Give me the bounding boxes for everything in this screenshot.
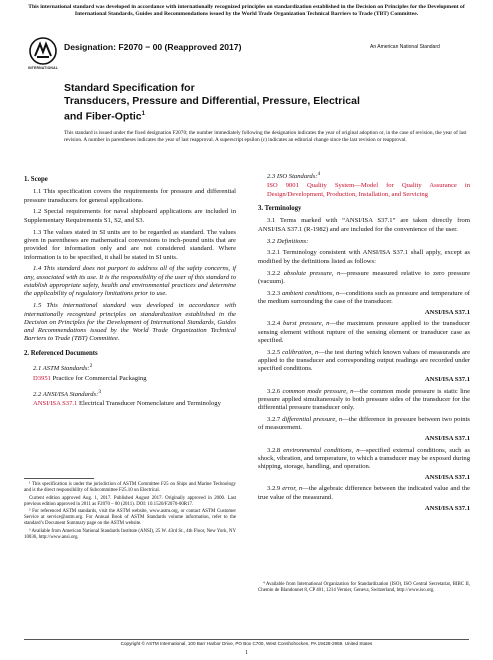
def-term: environmental conditions, n xyxy=(283,446,360,454)
iso-standards-label xyxy=(258,170,470,181)
definition-burst-pressure xyxy=(258,320,470,345)
american-national-standard: An American National Standard xyxy=(370,44,440,50)
right-column xyxy=(258,170,470,516)
ref-d3951 xyxy=(24,375,236,383)
def-term: absolute pressure, n xyxy=(283,269,341,277)
iso-label-text: 2.3 ISO Standards: xyxy=(267,173,318,181)
footer-divider xyxy=(24,639,469,640)
def-term: error, n xyxy=(282,485,303,493)
definition-absolute-pressure xyxy=(258,270,470,287)
def-term: calibration, n xyxy=(282,348,319,356)
paragraph-1-1: 1.1 This specification covers the requirements for pressure and differential pressure transducers for general applications. xyxy=(24,188,236,204)
ansi-label-text: 2.2 ANSI/ISA Standards: xyxy=(33,390,99,398)
title-prefix: Standard Specification for xyxy=(64,82,195,94)
ref-ansi-s37-1 xyxy=(24,400,236,408)
page-title xyxy=(64,95,364,124)
def-number: 3.2.7 xyxy=(267,416,281,424)
ref-d3951-link[interactable]: D3951 xyxy=(33,374,51,382)
astm-standards-label xyxy=(33,362,236,373)
title-text: Transducers, Pressure and Differential, Pressure, Electrical and Fiber-Optic xyxy=(64,95,360,123)
def-number: 3.2.4 xyxy=(267,320,281,328)
logo-text: INTERNATIONAL xyxy=(27,66,59,70)
ref-d3951-title: Practice for Commercial Packaging xyxy=(52,374,147,382)
def-number: 3.2.9 xyxy=(267,485,281,493)
def-number: 3.2.3 xyxy=(267,289,281,297)
paragraph-1-2: 1.2 Special requirements for naval shipboard applications are included in Supplementary Requirements S1, S2, and S3. xyxy=(24,208,236,224)
ansi-tag: ANSI/ISA S37.1 xyxy=(424,474,470,482)
astm-logo xyxy=(28,36,58,74)
def-text: —conditions such as pressure and temperature of the medium surrounding the case of the transducer. xyxy=(258,289,470,306)
definition-ambient-conditions xyxy=(258,290,470,307)
paragraph-3-2-1: 3.2.1 Terminology consistent with ANSI/ISA S37.1 shall apply, except as modified by the definitions listed as follows: xyxy=(258,249,470,265)
title-footnote-ref[interactable]: 1 xyxy=(141,111,145,117)
definition-calibration xyxy=(258,349,470,374)
astm-label-text: 2.1 ASTM Standards: xyxy=(33,365,90,373)
footnotes-right xyxy=(258,582,470,596)
copyright-footer: Copyright © ASTM International, 100 Barr Harbor Drive, PO Box C700, West Conshohocken, PA 19428-2959. United States xyxy=(120,641,373,646)
paragraph-3-2: 3.2 Definitions: xyxy=(267,237,309,245)
left-column xyxy=(24,170,236,414)
footnote-4: ⁴ Available from International Organization for Standardization (ISO), ISO Central Secretariat, BIBC II, Chemin de Blandonnet 8, CP 401, 1214 Vernier, Geneva, Switzerland, http://www.iso.org. xyxy=(258,582,470,593)
footnote-rule-left xyxy=(24,478,94,479)
ref-ansi-link[interactable]: ANSI/ISA S37.1 xyxy=(33,400,78,408)
def-number: 3.2.6 xyxy=(267,387,281,395)
ref-iso-9001 xyxy=(258,182,470,199)
def-text: —the test during which known values of measurands are applied to the transducer and corresponding output readings are recorded under specified conditions. xyxy=(258,348,470,373)
def-text: —the algebraic difference between the indicated value and the true value of the measurand. xyxy=(258,485,470,501)
def-term: ambient conditions, n xyxy=(281,289,340,297)
definition-environmental-conditions xyxy=(258,447,470,472)
footnote-2: ² For referenced ASTM standards, visit the ASTM website, www.astm.org, or contact ASTM Customer Service at service@astm.org. For Annual Book of ASTM Standards volume information, refer to the standard’s Document Summary page on the ASTM website. xyxy=(24,509,236,526)
def-term: differential pressure, n xyxy=(282,416,343,424)
paragraph-1-4: 1.4 This standard does not purport to address all of the safety concerns, if any, associated with its use. It is the responsibility of the user of this standard to establish appropriate safety, health and environmental practices and determine the applicability of regulatory limitations prior to use. xyxy=(24,265,236,298)
definition-error xyxy=(258,485,470,502)
def-text: —the difference in pressure between two points of measurement. xyxy=(258,416,470,432)
designation: Designation: F2070 − 00 (Reapproved 2017) xyxy=(64,42,242,52)
ref-ansi-title: Electrical Transducer Nomenclature and Terminology xyxy=(79,400,221,408)
tbt-notice: This international standard was developed in accordance with internationally recognized principles on standardization established in the Decision on Principles for the Development of International Standards, Guides and Recommendations issued by the World Trade Organization Technical Barriers to Trade (TBT) Committee. xyxy=(28,4,465,17)
def-text: —the maximum pressure applied to the transducer sensing element without rupture of the sensing element or transducer case as specified. xyxy=(258,320,470,344)
page-number: 1 xyxy=(245,650,248,656)
paragraph-1-5: 1.5 This international standard was developed in accordance with internationally recognized principles on standardization established in the Decision on Principles for the Development of International Standards, Guides and Recommendations issued by the World Trade Organization Technical Barriers to Trade (TBT) Committee. xyxy=(24,302,236,343)
section-heading-referenced-documents: 2. Referenced Documents xyxy=(24,349,98,357)
section-heading-terminology: 3. Terminology xyxy=(258,205,302,213)
ansi-standards-label xyxy=(33,388,236,399)
def-term: burst pressure, n xyxy=(283,320,330,328)
def-number: 3.2.8 xyxy=(267,446,281,454)
footnotes-left xyxy=(24,482,236,542)
paragraph-3-1: 3.1 Terms marked with “ANSI/ISA S37.1” are taken directly from ANSI/ISA S37.1 (R-1982) and are included for the convenience of the user. xyxy=(258,217,470,233)
definition-common-mode-pressure xyxy=(258,388,470,413)
footnote-ref-2[interactable]: 2 xyxy=(89,363,93,370)
def-text: —specified external conditions, such as shock, vibration, and temperature, to which a transducer may be exposed during shipping, storage, handling, and operation. xyxy=(258,446,470,471)
ansi-tag: ANSI/ISA S37.1 xyxy=(424,376,470,384)
ref-iso-title[interactable]: Quality System—Model for Quality Assurance in Design/Development, Production, Installation, and Servicing xyxy=(267,182,470,198)
footnote-1: ¹ This specification is under the jurisdiction of ASTM Committee F25 on Ships and Marine Technology and is the direct responsibility of Subcommittee F25.10 on Electrical. xyxy=(24,482,236,493)
ref-iso-link[interactable]: ISO 9001 xyxy=(267,182,299,190)
paragraph-1-3: 1.3 The values stated in SI units are to be regarded as standard. The values given in parentheses are mathematical conversions to inch-pound units that are provided for information only and are not considered standard. Where information is to be specified, it shall be stated in SI units. xyxy=(24,228,236,261)
section-heading-scope: 1. Scope xyxy=(24,176,48,183)
def-text: —the common mode pressure is static line pressure applied simultaneously to both pressure sides of the transducer for the differential pressure transducer only. xyxy=(258,387,470,412)
def-text: —pressure measured relative to zero pressure (vacuum). xyxy=(258,269,470,285)
ansi-tag: ANSI/ISA S37.1 xyxy=(424,504,470,512)
footnote-3: ³ Available from American National Standards Institute (ANSI), 25 W. 43rd St., 4th Floor, New York, NY 10036, http://www.ansi.org. xyxy=(24,528,236,540)
definition-differential-pressure xyxy=(258,416,470,433)
ansi-tag: ANSI/ISA S37.1 xyxy=(424,435,470,443)
designation-note: This standard is issued under the fixed designation F2070; the number immediately following the designation indicates the year of original adoption or, in the case of revision, the year of last revision. A number in parentheses indicates the year of last reapproval. A superscript epsilon (ε) indicates an editorial change since the last revision or reapproval. xyxy=(64,130,467,143)
def-number: 3.2.2 xyxy=(267,269,281,277)
def-number: 3.2.5 xyxy=(267,348,281,356)
footnote-ref-3[interactable]: 3 xyxy=(98,388,102,395)
footnote-ref-4[interactable]: 4 xyxy=(317,171,321,177)
footnote-1-edition: Current edition approved Aug. 1, 2017. Published August 2017. Originally approved in 2000. Last previous edition approved in 2011 as F2070 – 00 (2011). DOI: 10.1520/F2070-00R17. xyxy=(24,495,236,507)
ansi-tag: ANSI/ISA S37.1 xyxy=(424,309,470,317)
def-term: common mode pressure, n xyxy=(282,387,354,395)
